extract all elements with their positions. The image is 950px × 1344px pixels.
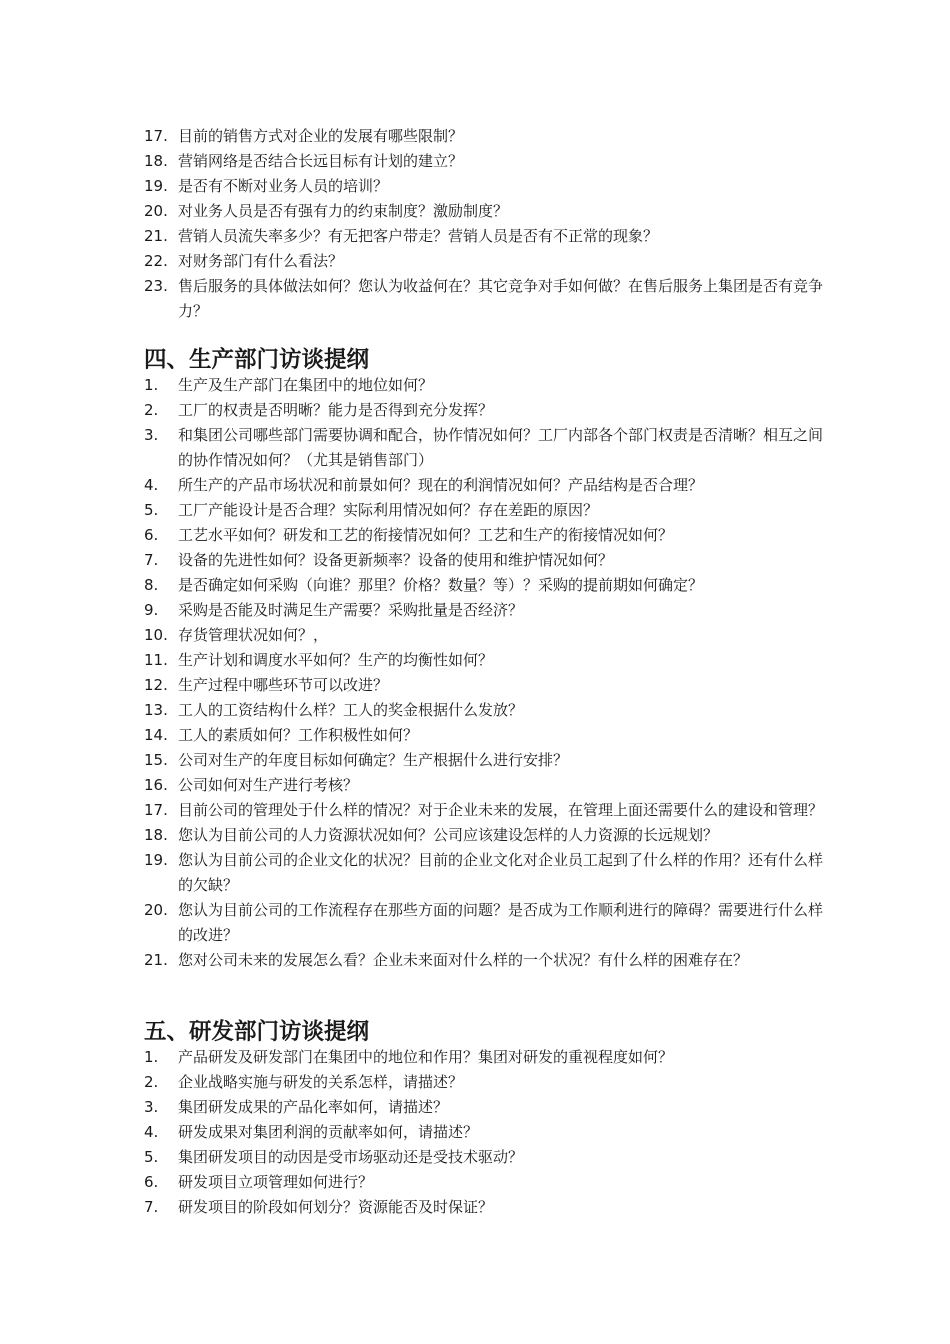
section-heading: 五、研发部门访谈提纲 <box>144 1019 370 1045</box>
item-number: 3. <box>144 426 159 444</box>
item-number: 12. <box>144 676 168 694</box>
list-item <box>144 498 824 523</box>
item-text: 目前的销售方式对企业的发展有哪些限制？ <box>178 127 464 145</box>
item-number: 7. <box>144 551 159 569</box>
item-number: 4. <box>144 476 159 494</box>
item-text: 工艺水平如何？研发和工艺的衔接情况如何？工艺和生产的衔接情况如何？ <box>178 526 674 544</box>
item-number: 10. <box>144 626 168 644</box>
item-number: 19. <box>144 177 168 195</box>
item-number: 15. <box>144 751 168 769</box>
item-number: 14. <box>144 726 168 744</box>
item-text: 研发项目的阶段如何划分？资源能否及时保证？ <box>178 1198 494 1216</box>
item-text: 研发成果对集团利润的贡献率如何，请描述？ <box>178 1123 479 1141</box>
item-number: 2. <box>144 401 159 419</box>
item-number: 11. <box>144 651 168 669</box>
question-list <box>144 373 824 973</box>
item-number: 5. <box>144 1148 159 1166</box>
list-item <box>144 473 824 498</box>
item-number: 5. <box>144 501 159 519</box>
item-number: 23. <box>144 277 168 295</box>
item-number: 8. <box>144 576 159 594</box>
item-text: 设备的先进性如何？设备更新频率？设备的使用和维护情况如何？ <box>178 551 614 569</box>
item-number: 21. <box>144 951 168 969</box>
list-item <box>144 673 824 698</box>
item-number: 7. <box>144 1198 159 1216</box>
item-number: 21. <box>144 227 168 245</box>
item-text: 您认为目前公司的工作流程存在那些方面的问题？是否成为工作顺利进行的障碍？需要进行什么样的改进？ <box>178 901 824 944</box>
section-heading: 四、生产部门访谈提纲 <box>144 347 370 373</box>
list-item <box>144 523 824 548</box>
list-item <box>144 373 824 398</box>
item-number: 2. <box>144 1073 159 1091</box>
item-number: 22. <box>144 252 168 270</box>
item-text: 工人的素质如何？工作积极性如何？ <box>178 726 419 744</box>
item-text: 生产过程中哪些环节可以改进？ <box>178 676 389 694</box>
list-item <box>144 623 824 648</box>
item-text: 研发项目立项管理如何进行？ <box>178 1173 374 1191</box>
question-list <box>144 124 824 324</box>
list-item <box>144 823 824 848</box>
item-number: 13. <box>144 701 168 719</box>
item-text: 集团研发项目的动因是受市场驱动还是受技术驱动？ <box>178 1148 524 1166</box>
item-number: 9. <box>144 601 159 619</box>
item-number: 16. <box>144 776 168 794</box>
item-number: 6. <box>144 1173 159 1191</box>
list-item <box>144 898 824 948</box>
item-number: 1. <box>144 1048 159 1066</box>
list-item <box>144 948 824 973</box>
item-number: 1. <box>144 376 159 394</box>
sales-section-continued <box>144 124 824 324</box>
item-text: 营销人员流失率多少？有无把客户带走？营销人员是否有不正常的现象？ <box>178 227 659 245</box>
item-text: 对业务人员是否有强有力的约束制度？激励制度？ <box>178 202 509 220</box>
item-text: 是否有不断对业务人员的培训？ <box>178 177 389 195</box>
list-item <box>144 698 824 723</box>
item-text: 存货管理状况如何？， <box>178 626 329 644</box>
item-text: 您对公司未来的发展怎么看？企业未来面对什么样的一个状况？有什么样的困难存在？ <box>178 951 749 969</box>
item-text: 和集团公司哪些部门需要协调和配合，协作情况如何？工厂内部各个部门权责是否清晰？相互之间的协作情况如何？（尤其是销售部门） <box>178 426 824 469</box>
item-text: 目前公司的管理处于什么样的情况？对于企业未来的发展，在管理上面还需要什么的建设和管理？ <box>178 801 824 819</box>
question-list <box>144 1045 824 1220</box>
list-item <box>144 1120 824 1145</box>
list-item <box>144 573 824 598</box>
item-number: 6. <box>144 526 159 544</box>
item-text: 工厂产能设计是否合理？实际利用情况如何？存在差距的原因？ <box>178 501 599 519</box>
list-item <box>144 423 824 473</box>
list-item <box>144 274 824 324</box>
item-number: 19. <box>144 851 168 869</box>
list-item <box>144 548 824 573</box>
item-text: 公司对生产的年度目标如何确定？生产根据什么进行安排？ <box>178 751 569 769</box>
list-item <box>144 1045 824 1070</box>
item-number: 18. <box>144 152 168 170</box>
item-text: 您认为目前公司的人力资源状况如何？公司应该建设怎样的人力资源的长远规划？ <box>178 826 719 844</box>
list-item <box>144 798 824 823</box>
item-number: 3. <box>144 1098 159 1116</box>
list-item <box>144 1195 824 1220</box>
item-text: 售后服务的具体做法如何？您认为收益何在？其它竞争对手如何做？在售后服务上集团是否有竞争力？ <box>178 277 824 320</box>
item-text: 您认为目前公司的企业文化的状况？目前的企业文化对企业员工起到了什么样的作用？还有什么样的欠缺？ <box>178 851 824 894</box>
list-item <box>144 398 824 423</box>
item-text: 是否确定如何采购（向谁？那里？价格？数量？等）？采购的提前期如何确定？ <box>178 576 704 594</box>
item-number: 20. <box>144 901 168 919</box>
list-item <box>144 1145 824 1170</box>
item-text: 工厂的权责是否明晰？能力是否得到充分发挥？ <box>178 401 494 419</box>
list-item <box>144 773 824 798</box>
production-section <box>144 348 824 973</box>
list-item <box>144 598 824 623</box>
list-item <box>144 149 824 174</box>
item-text: 公司如何对生产进行考核？ <box>178 776 359 794</box>
rnd-section <box>144 1020 824 1220</box>
item-text: 产品研发及研发部门在集团中的地位和作用？集团对研发的重视程度如何？ <box>178 1048 674 1066</box>
list-item <box>144 199 824 224</box>
item-number: 17. <box>144 127 168 145</box>
item-text: 所生产的产品市场状况和前景如何？现在的利润情况如何？产品结构是否合理？ <box>178 476 704 494</box>
list-item <box>144 848 824 898</box>
list-item <box>144 249 824 274</box>
item-text: 集团研发成果的产品化率如何，请描述？ <box>178 1098 449 1116</box>
list-item <box>144 723 824 748</box>
list-item <box>144 648 824 673</box>
item-number: 20. <box>144 202 168 220</box>
list-item <box>144 1070 824 1095</box>
list-item <box>144 224 824 249</box>
item-text: 对财务部门有什么看法？ <box>178 252 344 270</box>
item-number: 18. <box>144 826 168 844</box>
item-text: 生产及生产部门在集团中的地位如何？ <box>178 376 434 394</box>
list-item <box>144 748 824 773</box>
list-item <box>144 174 824 199</box>
list-item <box>144 124 824 149</box>
item-text: 营销网络是否结合长远目标有计划的建立？ <box>178 152 464 170</box>
list-item <box>144 1170 824 1195</box>
item-number: 17. <box>144 801 168 819</box>
item-text: 采购是否能及时满足生产需要？采购批量是否经济？ <box>178 601 524 619</box>
item-text: 企业战略实施与研发的关系怎样，请描述？ <box>178 1073 464 1091</box>
item-text: 工人的工资结构什么样？工人的奖金根据什么发放？ <box>178 701 524 719</box>
item-text: 生产计划和调度水平如何？生产的均衡性如何？ <box>178 651 494 669</box>
item-number: 4. <box>144 1123 159 1141</box>
list-item <box>144 1095 824 1120</box>
